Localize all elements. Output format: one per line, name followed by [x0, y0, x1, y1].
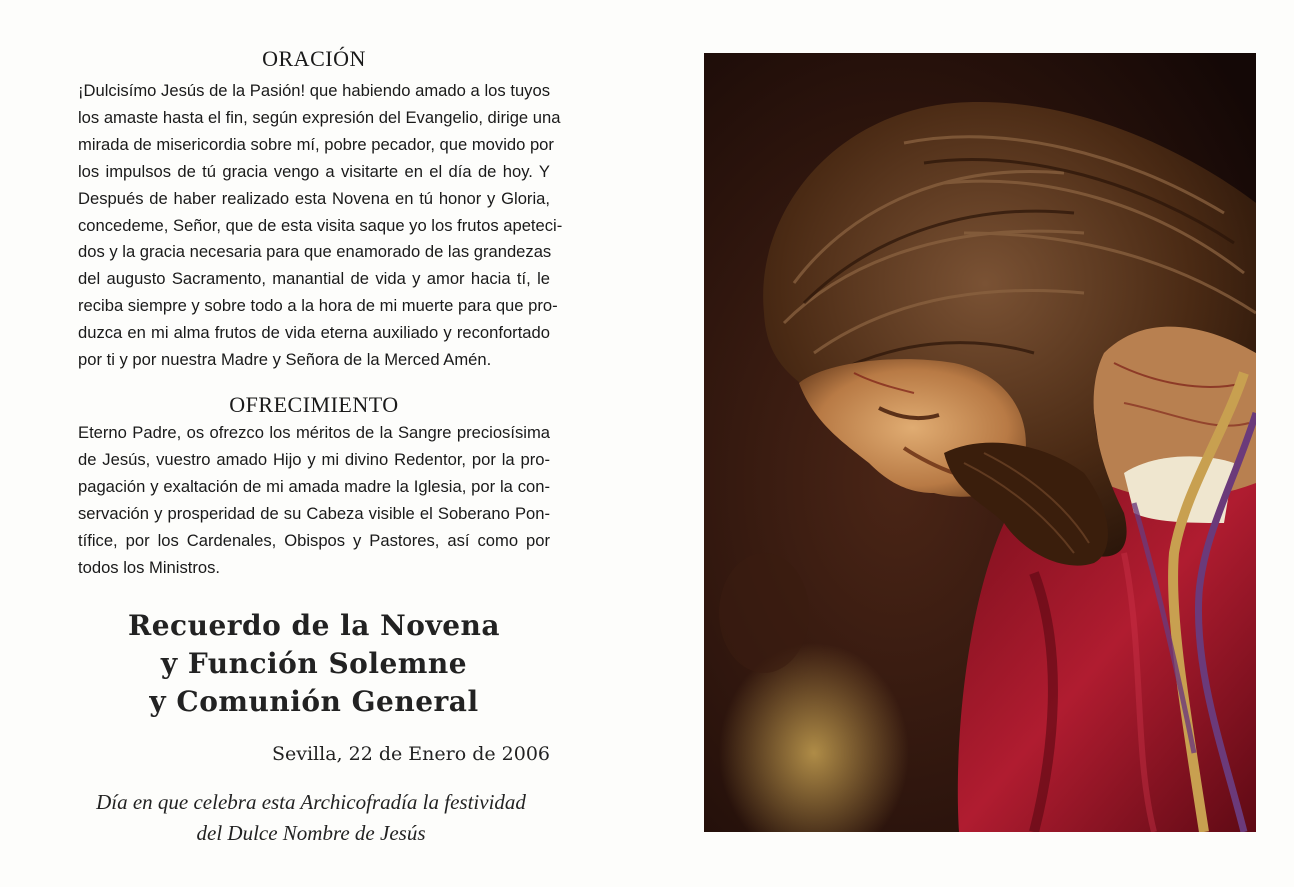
dedication-line: Día en que celebra esta Archicofradía la festividad	[96, 790, 526, 815]
sculpture-photo	[704, 53, 1256, 832]
oracion-line: Después de haber realizado esta Novena en tú honor y Gloria,	[78, 188, 550, 208]
sculpture-illustration	[704, 53, 1256, 832]
date-line: Sevilla, 22 de Enero de 2006	[271, 743, 550, 766]
recuerdo-title-line: y Comunión General	[149, 685, 479, 719]
dedication-line: del Dulce Nombre de Jesús	[196, 821, 426, 846]
oracion-line: mirada de misericordia sobre mí, pobre pecador, que movido por	[78, 134, 554, 154]
ofrecimiento-line: todos los Ministros.	[78, 557, 221, 577]
oracion-line: los impulsos de tú gracia vengo a visitarte en el día de hoy. Y	[78, 161, 550, 181]
ofrecimiento-line: tífice, por los Cardenales, Obispos y Pastores, así como por	[78, 530, 550, 550]
oracion-line: ¡Dulcisímo Jesús de la Pasión! que habiendo amado a los tuyos	[78, 81, 550, 100]
ofrecimiento-line: Eterno Padre, os ofrezco los méritos de la Sangre preciosísima	[78, 422, 550, 442]
prayer-card-text	[78, 44, 563, 849]
ofrecimiento-text	[78, 420, 550, 581]
oracion-line: concedeme, Señor, que de esta visita saque yo los frutos apeteci-	[78, 215, 563, 235]
ofrecimiento-heading: OFRECIMIENTO	[229, 391, 399, 417]
ofrecimiento-line: servación y prosperidad de su Cabeza visible el Soberano Pon-	[78, 503, 550, 523]
oracion-line: dos y la gracia necesaria para que enamorado de las grandezas	[78, 242, 552, 262]
oracion-line: reciba siempre y sobre todo a la hora de mi muerte para que pro-	[78, 296, 558, 316]
oracion-line: duzca en mi alma frutos de vida eterna auxiliado y reconfortado	[78, 323, 550, 343]
oracion-line: del augusto Sacramento, manantial de vida y amor hacia tí, le	[78, 269, 550, 289]
recuerdo-title-line: y Función Solemne	[160, 647, 468, 681]
recuerdo-title-line: Recuerdo de la Novena	[127, 609, 501, 643]
oracion-heading: ORACIÓN	[262, 46, 366, 71]
ofrecimiento-line: pagación y exaltación de mi amada madre la Iglesia, por la con-	[78, 476, 550, 496]
oracion-line: por ti y por nuestra Madre y Señora de la Merced Amén.	[78, 350, 492, 370]
oracion-line: los amaste hasta el fin, según expresión del Evangelio, dirige una	[78, 107, 561, 127]
dedication	[72, 787, 550, 849]
ofrecimiento-line: de Jesús, vuestro amado Hijo y mi divino Redentor, por la pro-	[78, 449, 550, 469]
oracion-text	[78, 78, 563, 374]
recuerdo-title	[78, 607, 550, 721]
